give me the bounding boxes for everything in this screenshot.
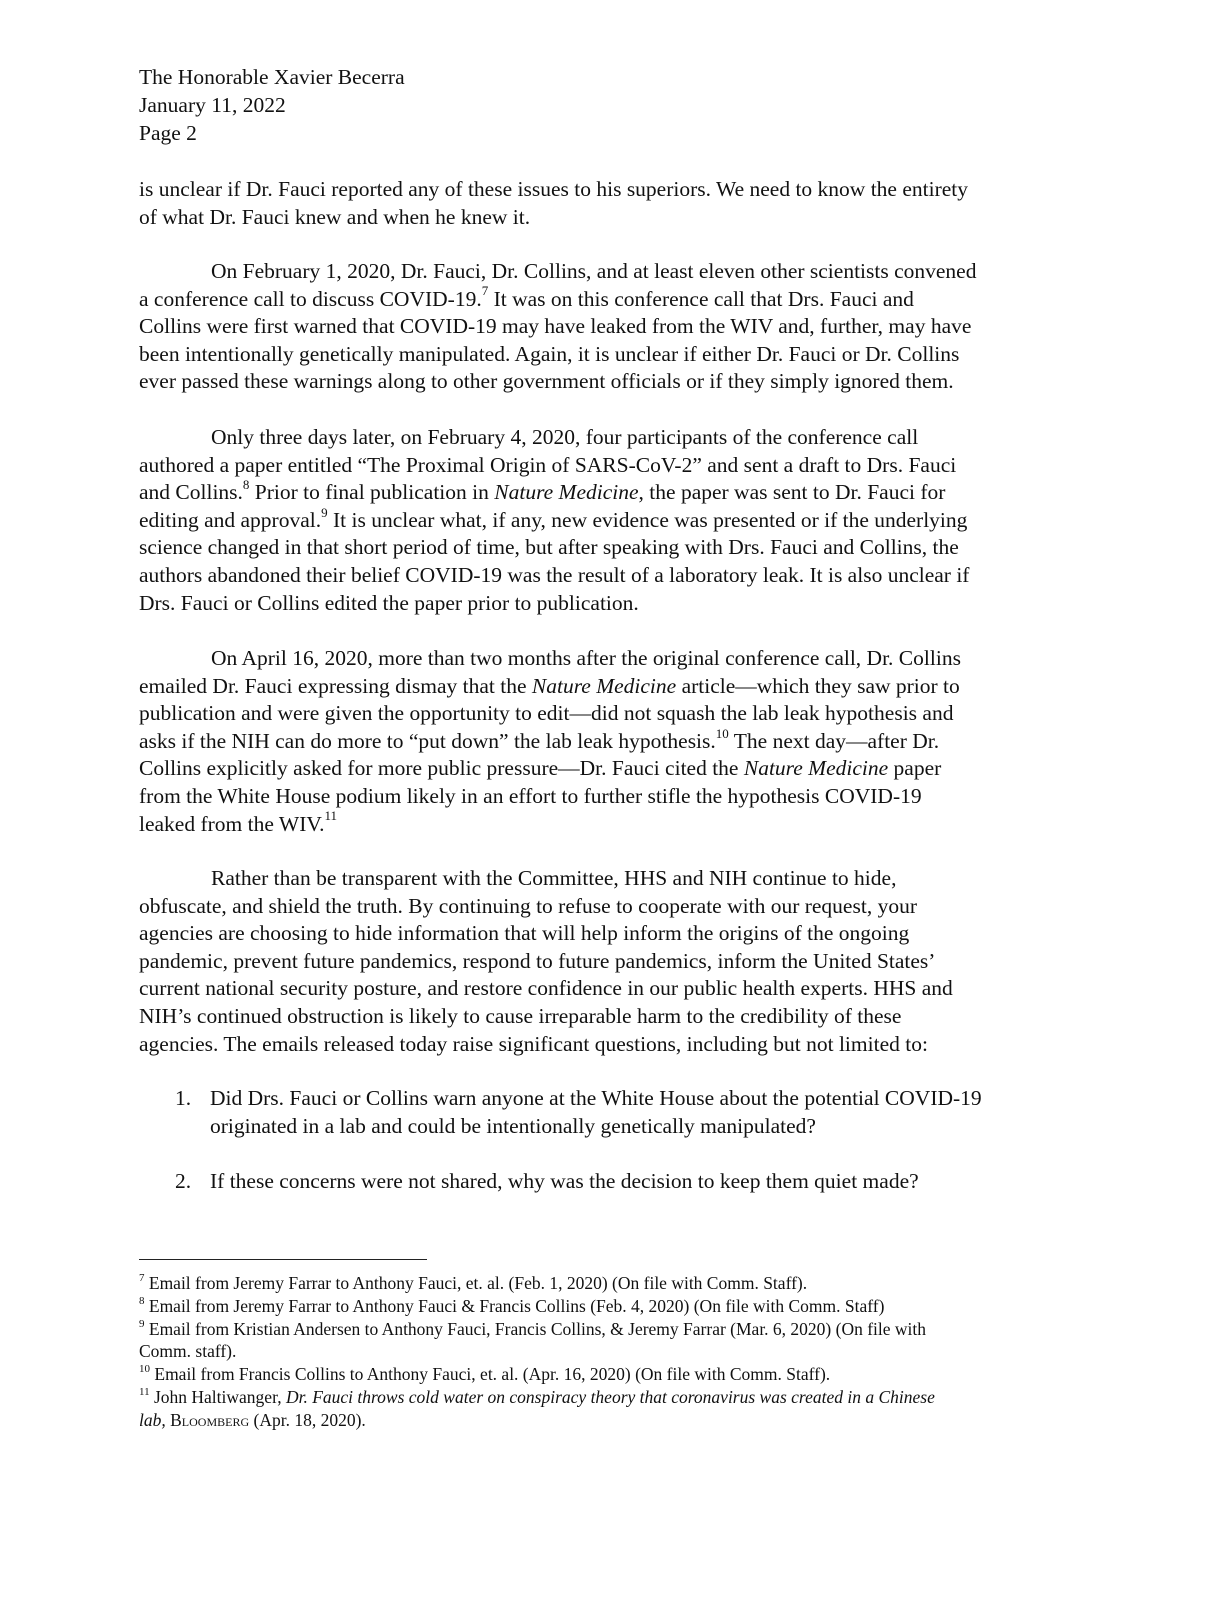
footnote-ref-11: 11 bbox=[324, 808, 338, 824]
footnote-7: $^7$ Email from Jeremy Farrar to Anthony Fauci, et. al. (Feb. 1, 2020) (On file with Comm. Staff). bbox=[139, 1272, 808, 1293]
recipient-line: The Honorable Xavier Becerra bbox=[139, 65, 405, 89]
text-line: Rather than be transparent with the Committee, HHS and NIH continue to hide, bbox=[211, 866, 897, 890]
footnote-separator bbox=[139, 1259, 427, 1260]
text-line: On April 16, 2020, more than two months after the original conference call, Dr. Collins bbox=[211, 646, 961, 670]
journal-title: Nature Medicine bbox=[531, 673, 677, 698]
footnote-11-continued: lab, Bloomberg (Apr. 18, 2020). bbox=[139, 1409, 366, 1430]
text-line: is unclear if Dr. Fauci reported any of these issues to his superiors. We need to know the entirety bbox=[139, 177, 968, 201]
text-line: from the White House podium likely in an effort to further stifle the hypothesis COVID-19 bbox=[139, 783, 922, 808]
text-line: current national security posture, and restore confidence in our public health experts. HHS and bbox=[139, 976, 953, 1001]
journal-title: Nature Medicine bbox=[743, 756, 889, 781]
text-line: a conference call to discuss COVID-19.$^7$ It was on this conference call that Drs. Fauci and bbox=[139, 283, 914, 311]
text-line: publication and were given the opportunity to edit—did not squash the lab leak hypothesis and bbox=[139, 701, 954, 726]
paragraph-continuation bbox=[139, 176, 1079, 231]
text-line: authors abandoned their belief COVID-19 was the result of a laboratory leak. It is also unclear if bbox=[139, 562, 970, 587]
footnote-9-continued: Comm. staff). bbox=[139, 1341, 237, 1362]
question-number: 1. bbox=[175, 1086, 192, 1110]
text-line: originated in a lab and could be intentionally genetically manipulated? bbox=[210, 1113, 816, 1138]
paragraph-conference-call bbox=[139, 258, 1079, 396]
text-line: obfuscate, and shield the truth. By continuing to refuse to cooperate with our request, your bbox=[139, 893, 917, 918]
date-line: January 11, 2022 bbox=[139, 93, 286, 117]
paragraph-proximal-origin bbox=[139, 424, 1079, 617]
footnote-ref-7: 7 bbox=[481, 283, 489, 299]
text-line: emailed Dr. Fauci expressing dismay that the Nature Medicine article—which they saw prior to bbox=[139, 673, 960, 698]
paragraph-april-email bbox=[139, 645, 1079, 838]
text-line: pandemic, prevent future pandemics, respond to future pandemics, inform the United States’ bbox=[139, 948, 936, 973]
text-line: Drs. Fauci or Collins edited the paper prior to publication. bbox=[139, 590, 639, 615]
letter-header bbox=[139, 63, 405, 147]
text-line: science changed in that short period of time, but after speaking with Drs. Fauci and Collins, the bbox=[139, 535, 959, 560]
text-line: and Collins.$^8$ Prior to final publication in Nature Medicine, the paper was sent to Dr. Fauci for bbox=[139, 477, 946, 505]
text-line: If these concerns were not shared, why was the decision to keep them quiet made? bbox=[210, 1169, 919, 1193]
text-line: agencies are choosing to hide information that will help inform the origins of the ongoing bbox=[139, 921, 910, 946]
page-number: Page 2 bbox=[139, 121, 197, 145]
text-line: editing and approval.$^9$ It is unclear what, if any, new evidence was presented or if the underlying bbox=[139, 504, 968, 532]
text-line: authored a paper entitled “The Proximal Origin of SARS-CoV-2” and sent a draft to Drs. Fauci bbox=[139, 452, 957, 477]
text-line: ever passed these warnings along to other government officials or if they simply ignored them. bbox=[139, 369, 954, 394]
footnotes bbox=[139, 1272, 1079, 1432]
text-line: leaked from the WIV.$^{11}$ bbox=[139, 808, 338, 836]
text-line: asks if the NIH can do more to “put down” the lab leak hypothesis.$^{10}$ The next day—after Dr. bbox=[139, 725, 940, 753]
text-line: NIH’s continued obstruction is likely to cause irreparable harm to the credibility of these bbox=[139, 1003, 902, 1028]
footnote-8: $^8$ Email from Jeremy Farrar to Anthony Fauci & Francis Collins (Feb. 4, 2020) (On file with Comm. Staff) bbox=[139, 1294, 885, 1316]
text-line: been intentionally genetically manipulated. Again, it is unclear if either Dr. Fauci or Dr. Collins bbox=[139, 341, 960, 366]
journal-title: Nature Medicine bbox=[494, 480, 639, 505]
footnote-11: $^{11}$ John Haltiwanger, Dr. Fauci throws cold water on conspiracy theory that coronavirus was created in a Chinese bbox=[139, 1386, 935, 1407]
text-line: of what Dr. Fauci knew and when he knew it. bbox=[139, 204, 531, 229]
footnote-ref-9: 9 bbox=[321, 504, 328, 520]
footnote-ref-10: 10 bbox=[715, 725, 729, 741]
question-item bbox=[175, 1168, 1075, 1196]
text-line: Collins were first warned that COVID-19 may have leaked from the WIV and, further, may have bbox=[139, 314, 972, 339]
text-line: Only three days later, on February 4, 2020, four participants of the conference call bbox=[211, 425, 919, 449]
question-number: 2. bbox=[175, 1169, 192, 1193]
text-line: On February 1, 2020, Dr. Fauci, Dr. Collins, and at least eleven other scientists convened bbox=[211, 259, 977, 283]
text-line: agencies. The emails released today raise significant questions, including but not limited to: bbox=[139, 1031, 928, 1056]
paragraph-transparency bbox=[139, 865, 1079, 1058]
question-item bbox=[175, 1085, 1075, 1141]
footnote-9: $^9$ Email from Kristian Andersen to Anthony Fauci, Francis Collins, & Jeremy Farrar (Mar. 6, 2020) (On file with bbox=[139, 1317, 927, 1339]
text-line: Did Drs. Fauci or Collins warn anyone at the White House about the potential COVID-19 bbox=[210, 1086, 982, 1110]
footnote-10: $^{10}$ Email from Francis Collins to Anthony Fauci, et. al. (Apr. 16, 2020) (On file with Comm. Staff). bbox=[139, 1363, 831, 1385]
footnote-ref-8: 8 bbox=[242, 477, 250, 493]
text-line: Collins explicitly asked for more public pressure—Dr. Fauci cited the Nature Medicine paper bbox=[139, 756, 942, 781]
